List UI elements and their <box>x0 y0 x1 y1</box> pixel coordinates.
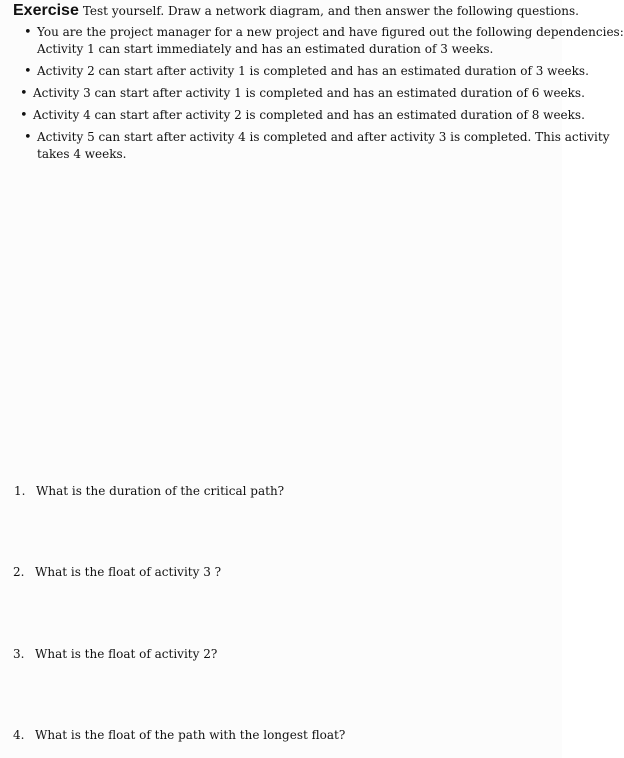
bullet-dot: • <box>24 64 32 79</box>
exercise-instructions: Test yourself. Draw a network diagram, and then answer the following questions. <box>82 4 579 18</box>
bullet-dot: • <box>24 25 32 40</box>
bullet-text <box>37 24 624 58</box>
question-3 <box>13 647 217 661</box>
bullet-line: Activity 1 can start immediately and has an estimated duration of 3 weeks. <box>37 42 494 56</box>
bullet-dot: • <box>20 108 28 123</box>
bullet-text: Activity 3 can start after activity 1 is completed and has an estimated duration of 6 weeks. <box>33 86 585 100</box>
exercise-header <box>13 0 579 20</box>
bullet-text <box>37 129 609 163</box>
bullet-dot: • <box>24 130 32 145</box>
question-4 <box>13 728 345 742</box>
bullet-line: Activity 5 can start after activity 4 is completed and after activity 3 is completed. This activity <box>37 130 610 144</box>
question-text: What is the float of the path with the longest float? <box>35 728 346 742</box>
question-text: What is the duration of the critical path? <box>36 484 285 498</box>
question-number: 1. <box>14 484 26 498</box>
question-number: 4. <box>13 728 25 742</box>
question-number: 3. <box>13 647 25 661</box>
bullet-dot: • <box>20 86 28 101</box>
exercise-label: Exercise <box>13 2 79 19</box>
question-number: 2. <box>13 565 25 579</box>
question-1 <box>14 484 284 498</box>
question-text: What is the float of activity 2? <box>35 647 218 661</box>
question-2 <box>13 565 221 579</box>
bullet-line: takes 4 weeks. <box>37 147 127 161</box>
bullet-line: You are the project manager for a new project and have figured out the following dependencies: <box>37 25 624 39</box>
bullet-text: Activity 2 can start after activity 1 is completed and has an estimated duration of 3 weeks. <box>37 64 589 78</box>
question-text: What is the float of activity 3 ? <box>35 565 222 579</box>
bullet-text: Activity 4 can start after activity 2 is completed and has an estimated duration of 8 weeks. <box>33 108 585 122</box>
